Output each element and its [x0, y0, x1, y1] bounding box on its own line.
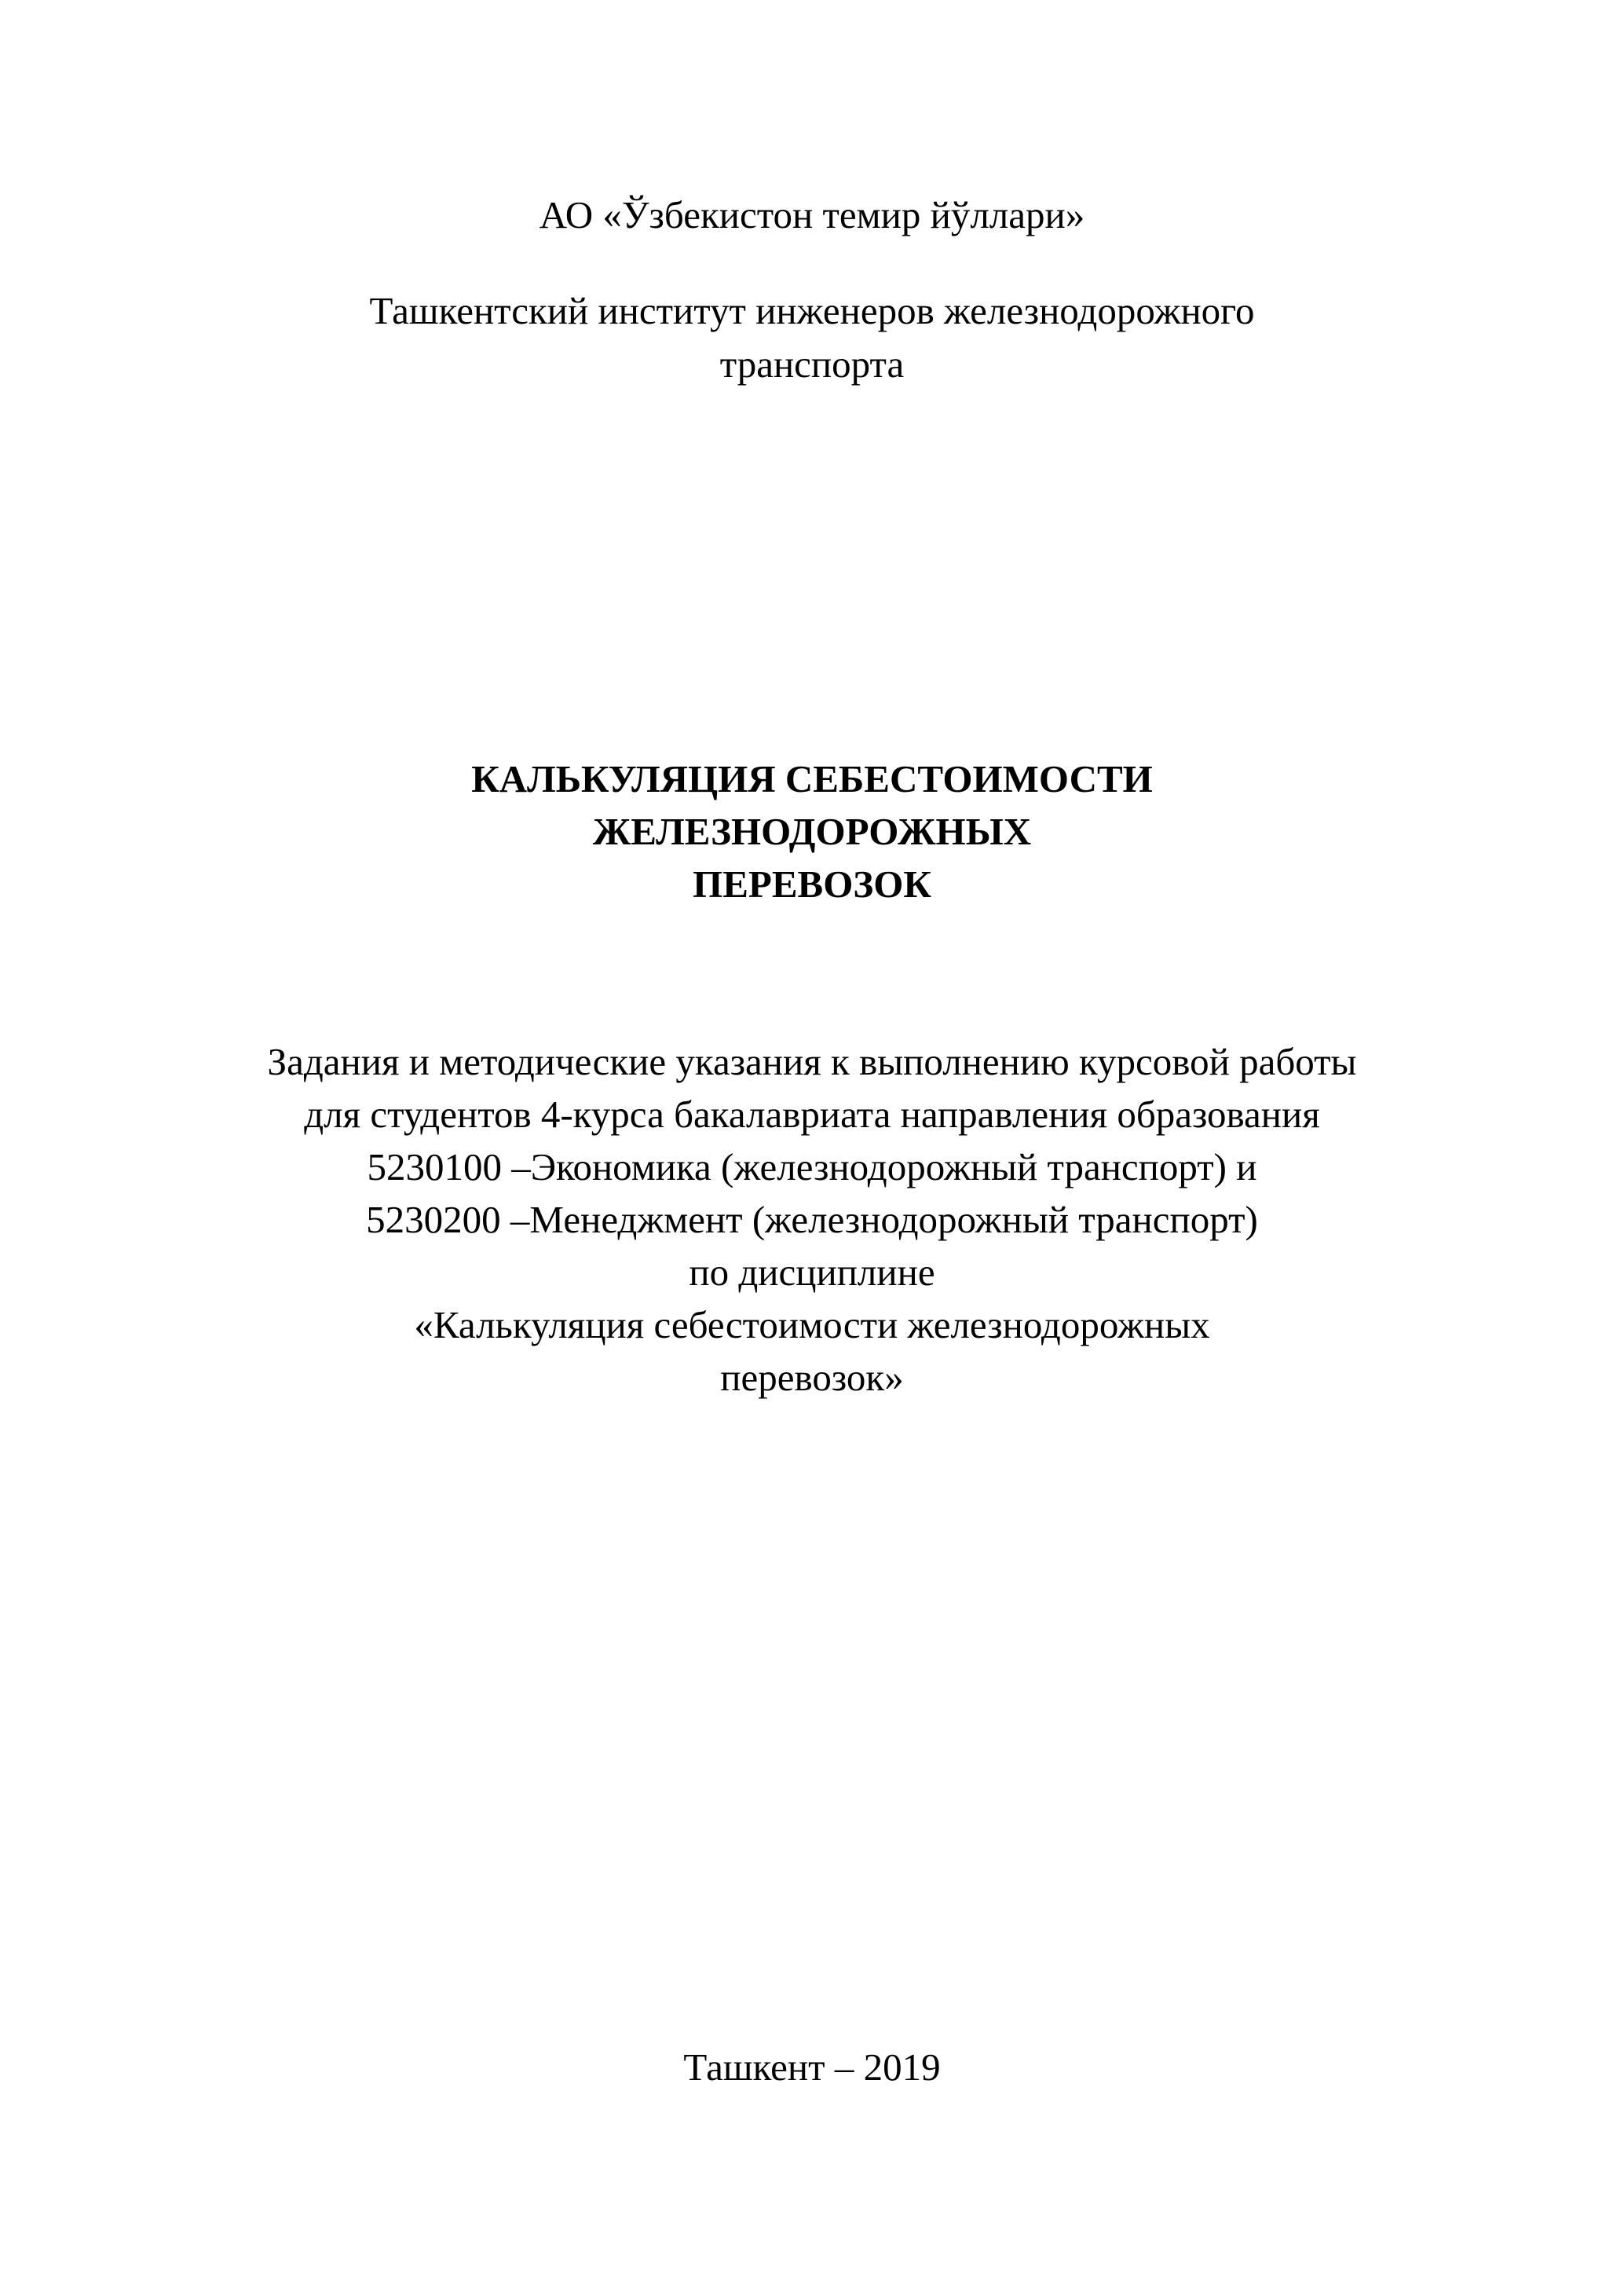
institute-name-line1: Ташкентский институт инженеров железнодорожного — [369, 289, 1255, 332]
description-line: 5230100 –Экономика (железнодорожный транспорт) и — [367, 1145, 1257, 1188]
description-line: «Калькуляция себестоимости железнодорожных — [414, 1303, 1210, 1346]
description-line: перевозок» — [720, 1356, 904, 1399]
description-line: по дисциплине — [689, 1251, 935, 1294]
place-and-year: Ташкент – 2019 — [683, 2045, 941, 2089]
document-title-line1: КАЛЬКУЛЯЦИЯ СЕБЕСТОИМОСТИ — [471, 757, 1153, 800]
organization-name: АО «Ўзбекистон темир йўллари» — [539, 193, 1085, 236]
document-title-line3: ПЕРЕВОЗОК — [693, 862, 931, 906]
description-line: Задания и методические указания к выполнению курсовой работы — [267, 1040, 1357, 1083]
institute-name-line2: транспорта — [719, 342, 905, 386]
description-line: 5230200 –Менеджмент (железнодорожный транспорт) — [366, 1198, 1258, 1241]
document-title-line2: ЖЕЛЕЗНОДОРОЖНЫХ — [592, 810, 1032, 853]
description-line: для студентов 4-курса бакалавриата направления образования — [304, 1093, 1320, 1136]
